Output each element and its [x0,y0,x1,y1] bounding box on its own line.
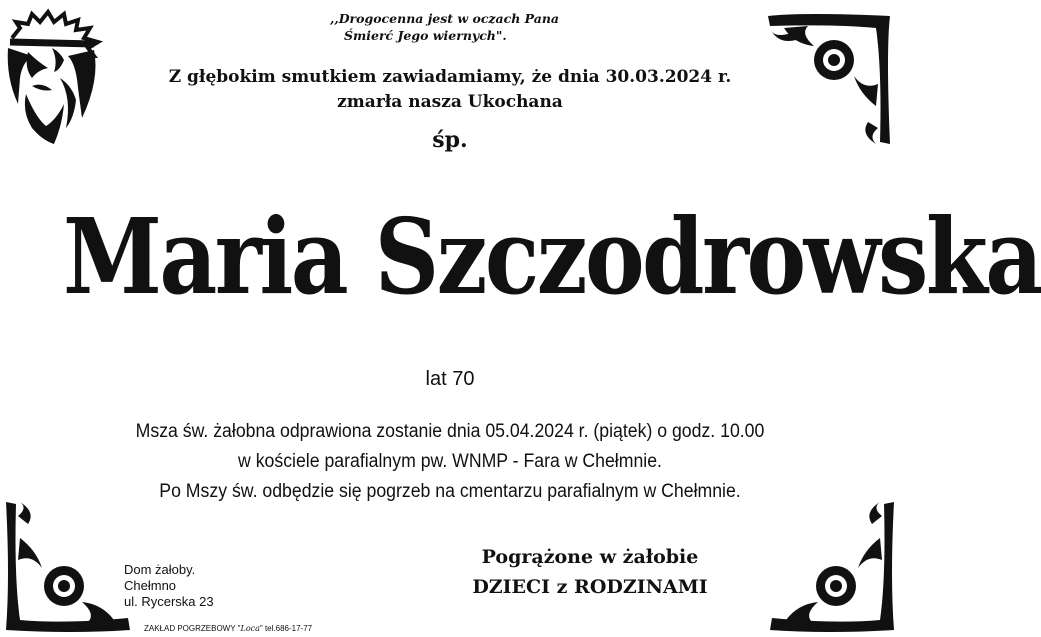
footer-brand: Loca [240,624,260,633]
mass-info [32,417,869,507]
quote-line-1: ,,Drogocenna jest w oczach Pana [330,11,560,26]
mourners-line-2: DZIECI z RODZINAMI [472,576,708,598]
quote-line-2: Śmierć Jego wiernych". [344,28,507,43]
footer-prefix: ZAKŁAD POGRZEBOWY " [144,624,241,633]
intro-line-2: zmarła nasza Ukochana [337,92,563,112]
age: lat 70 [425,368,475,390]
funeral-company-footer [144,624,312,633]
mass-line-1: Msza św. żałobna odprawiona zostanie dnia 05.04.2024 r. (piątek) o godz. 10.00 [135,421,765,442]
announcement-intro [0,65,900,115]
deceased-name: Maria Szczodrowska [63,195,1041,318]
footer-suffix: " tel.686-17-77 [259,624,313,633]
mourners [440,542,740,602]
funeral-home-line-3: ul. Rycerska 23 [124,594,214,609]
funeral-home-line-2: Chełmno [124,578,177,593]
mass-line-2: w kościele parafialnym pw. WNMP - Fara w Chełmnie. [238,451,662,472]
corner-ornament-bottom-left [2,498,134,635]
funeral-home-address [124,562,214,610]
intro-line-1: Z głębokim smutkiem zawiadamiamy, że dnia 30.03.2024 r. [168,67,732,87]
sp-abbreviation: śp. [432,127,468,153]
funeral-home-line-1: Dom żałoby. [124,562,196,577]
bible-quote [300,10,630,44]
corner-ornament-bottom-right [768,498,898,635]
mourners-line-1: Pogrążone w żałobie [481,546,699,568]
mass-line-3: Po Mszy św. odbędzie się pogrzeb na cmentarzu parafialnym w Chełmnie. [159,481,741,502]
